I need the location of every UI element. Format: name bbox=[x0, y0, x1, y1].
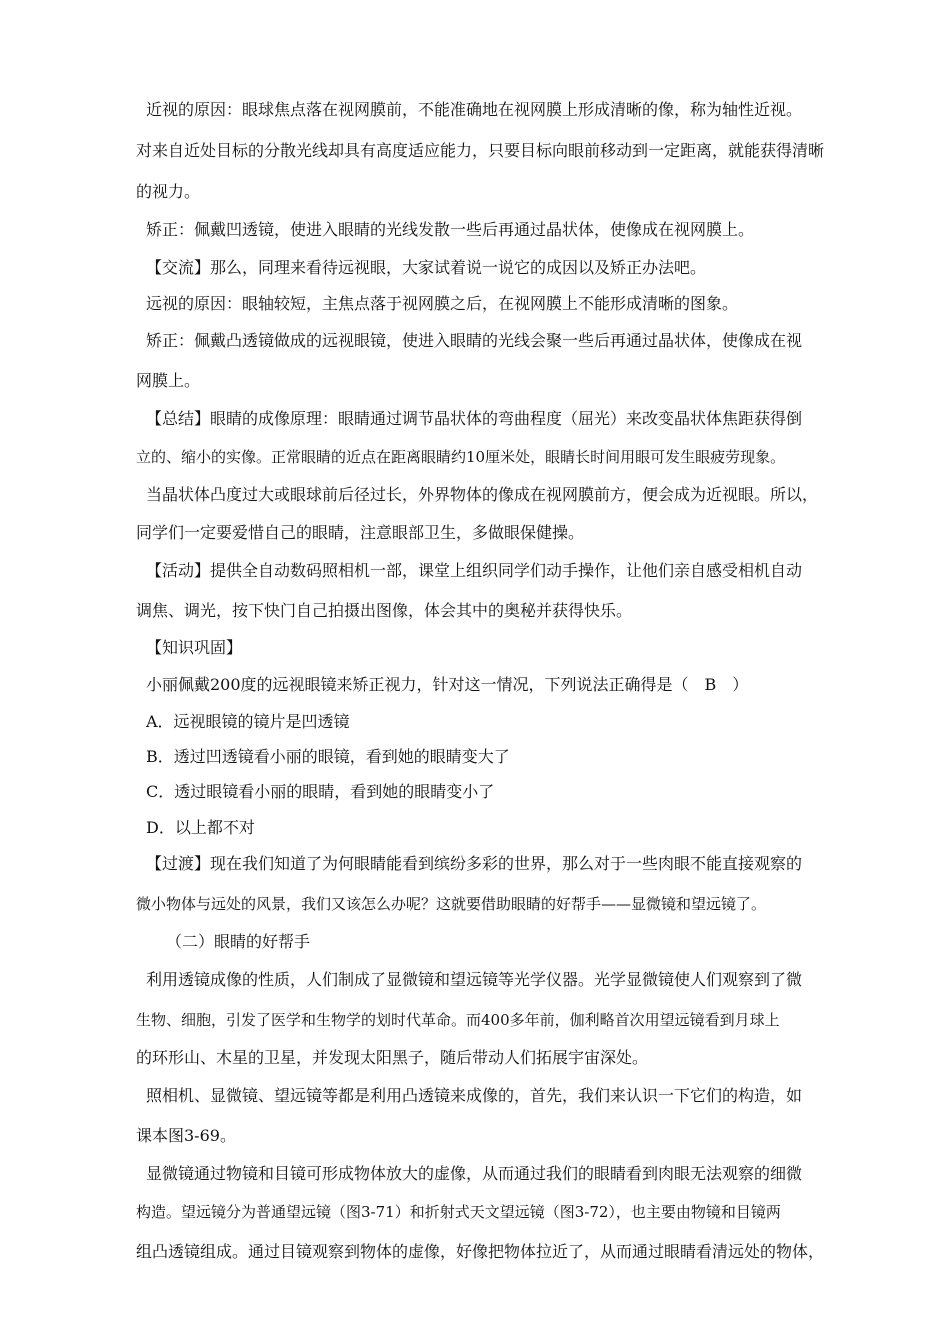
paragraph-line: 利用透镜成像的性质，人们制成了显微镜和望远镜等光学仪器。光学显微镜使人们观察到了微 bbox=[146, 970, 803, 989]
paragraph-line: 远视的原因：眼轴较短，主焦点落于视网膜之后，在视网膜上不能形成清晰的图象。 bbox=[146, 294, 739, 313]
paragraph-line: 立的、缩小的实像。正常眼睛的近点在距离眼睛约10厘米处，眼睛长时间用眼可发生眼疲劳现象。 bbox=[136, 448, 786, 466]
paragraph-line: 构造。望远镜分为普通望远镜（图3-71）和折射式天文望远镜（图3-72），也主要由物镜和目镜两 bbox=[136, 1203, 781, 1221]
paragraph-line: 对来自近处目标的分散光线却具有高度适应能力，只要目标向眼前移动到一定距离，就能获得清晰 bbox=[136, 141, 825, 160]
paragraph-line: 微小物体与远处的风景，我们又该怎么办呢？这就要借助眼睛的好帮手——显微镜和望远镜了。 bbox=[136, 895, 767, 913]
paragraph-line: 【交流】那么，同理来看待远视眼，大家试着说一说它的成因以及矫正办法吧。 bbox=[146, 258, 707, 277]
option-c: C．透过眼镜看小丽的眼睛，看到她的眼睛变小了 bbox=[146, 782, 495, 801]
paragraph-line: 组凸透镜组成。通过目镜观察到物体的虚像，好像把物体拉近了，从而通过眼睛看清远处的物体， bbox=[136, 1242, 825, 1261]
option-b: B．透过凹透镜看小丽的眼镜，看到她的眼睛变大了 bbox=[146, 747, 510, 766]
paragraph-line: 生物、细胞，引发了医学和生物学的划时代革命。而400多年前，伽利略首次用望远镜看到月球上 bbox=[136, 1011, 780, 1029]
paragraph-line: 当晶状体凸度过大或眼球前后径过长，外界物体的像成在视网膜前方，便会成为近视眼。所以， bbox=[146, 485, 819, 504]
option-a: A．远视眼镜的镜片是凹透镜 bbox=[146, 712, 350, 731]
paragraph-line: 【过渡】现在我们知道了为何眼睛能看到缤纷多彩的世界，那么对于一些肉眼不能直接观察的 bbox=[146, 854, 803, 873]
paragraph-line: 照相机、显微镜、望远镜等都是利用凸透镜来成像的，首先，我们来认识一下它们的构造，如 bbox=[146, 1086, 803, 1105]
paragraph-line: 显微镜通过物镜和目镜可形成物体放大的虚像，从而通过我们的眼睛看到肉眼无法观察的细微 bbox=[146, 1164, 803, 1183]
paragraph-line: 的环形山、木星的卫星，并发现太阳黑子，随后带动人们拓展宇宙深处。 bbox=[136, 1048, 649, 1067]
paragraph-line: 近视的原因：眼球焦点落在视网膜前，不能准确地在视网膜上形成清晰的像，称为轴性近视。 bbox=[146, 100, 803, 119]
paragraph-line: 课本图3-69。 bbox=[136, 1126, 236, 1145]
paragraph-line: 矫正：佩戴凸透镜做成的远视眼镜，使进入眼睛的光线会聚一些后再通过晶状体，使像成在视 bbox=[146, 331, 803, 350]
paragraph-line: 同学们一定要爱惜自己的眼睛，注意眼部卫生，多做眼保健操。 bbox=[136, 523, 585, 542]
paragraph-line: 矫正：佩戴凹透镜，使进入眼睛的光线发散一些后再通过晶状体，使像成在视网膜上。 bbox=[146, 220, 755, 239]
paragraph-line: 【总结】眼睛的成像原理：眼睛通过调节晶状体的弯曲程度（屈光）来改变晶状体焦距获得倒 bbox=[146, 409, 803, 428]
paragraph-line: 的视力。 bbox=[136, 182, 201, 201]
section-heading: （二）眼睛的好帮手 bbox=[166, 932, 311, 951]
question-stem: 小丽佩戴200度的远视眼镜来矫正视力，针对这一情况，下列说法正确得是（ B ） bbox=[146, 675, 749, 694]
paragraph-line: 【活动】提供全自动数码照相机一部，课堂上组织同学们动手操作，让他们亲自感受相机自动 bbox=[146, 561, 803, 580]
paragraph-line: 网膜上。 bbox=[136, 371, 201, 390]
section-heading: 【知识巩固】 bbox=[146, 638, 243, 657]
option-d: D．以上都不对 bbox=[146, 818, 255, 837]
paragraph-line: 调焦、调光，按下快门自己拍摄出图像，体会其中的奥秘并获得快乐。 bbox=[136, 601, 633, 620]
